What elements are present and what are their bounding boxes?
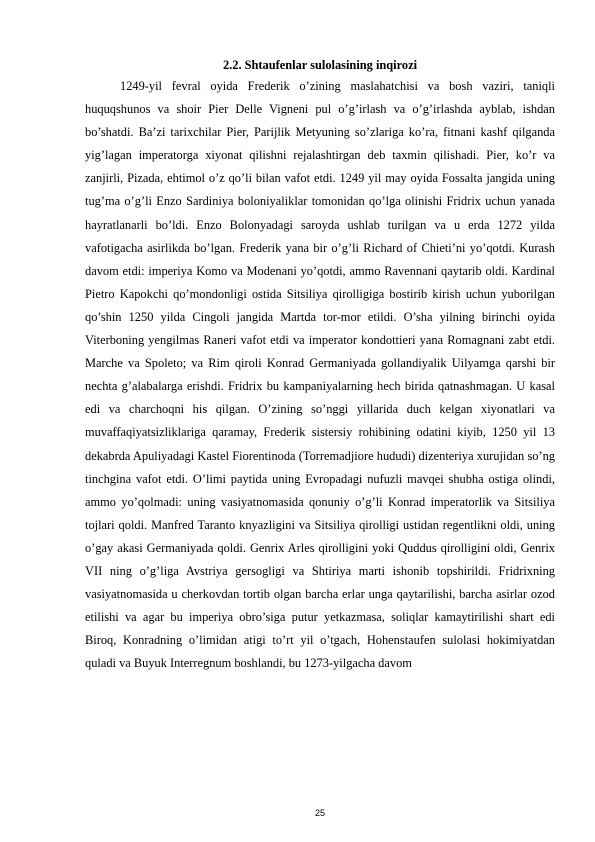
body-paragraph: 1249-yil fevral oyida Frederik o’zining maslahatchisi va bosh vaziri, taniqli huquqshunos va shoir Pier Delle Vigneni pul o’g’irlash va o’g’irlashda ayblab, ishdan bo’shatdi. Ba’zi tarixchilar Pier, Parijlik Metyuning so’zlariga ko’ra, fitnani kashf qilganda yig’lagan imperatorga xiyonat qilishni rejalashtirgan deb taxmin qilishadi. Pier, ko’r va zanjirli, Pizada, ehtimol o’z qo’li bilan vafot etdi. 1249 yil may oyida Fossalta jangida uning tug’ma o’g’li Enzo Sardiniya boloniyaliklar tomonidan qo’lga olinishi Fridrix uchun yanada hayratlanarli bo’ldi. Enzo Bolonyadagi saroyda ushlab turilgan va u erda 1272 yilda vafotigacha asirlikda bo’lgan. Frederik yana bir o’g’li Richard of Chieti’ni yo’qotdi. Kurash davom etdi: imperiya Komo va Modenani yo’qotdi, ammo Ravennani qaytarib oldi. Kardinal Pietro Kapokchi qo’mondonligi ostida Sitsiliya qirolligiga bostirib kirish uchun yuborilgan qo’shin 1250 yilda Cingoli jangida Martda tor-mor etildi. O’sha yilning birinchi oyida Viterboning yengilmas Raneri vafot etdi va imperator kondottieri yana Romagnani zabt etdi. Marche va Spoleto; va Rim qiroli Konrad Germaniyada gollandiyalik Uilyamga qarshi bir nechta g’alabalarga erishdi. Fridrix bu kampaniyalarning hech birida qatnashmagan. U kasal edi va charchoqni his qilgan. O’zining so’nggi yillarida duch kelgan xiyonatlari va muvaffaqiyatsizliklariga qaramay, Frederik sistersiy rohibining odatini kiyib, 1250 yil 13 dekabrda Apuliyadagi Kastel Fiorentinoda (Torremadjiore hududi) dizenteriya xurujidan so’ng tinchgina vafot etdi. O’limi paytida uning Evropadagi nufuzli mavqei shubha ostiga olindi, ammo yo’qolmadi: uning vasiyatnomasida qonuniy o’g’li Konrad imperatorlik va Sitsiliya tojlari qoldi. Manfred Taranto knyazligini va Sitsiliya qirolligi ustidan regentlikni oldi, uning o’gay akasi Germaniyada qoldi. Genrix Arles qirolligini yoki Quddus qirolligini oldi, Genrix VII ning o’g’liga Avstriya gersogligi va Shtiriya marti ishonib topshirildi. Fridrixning vasiyatnomasida u cherkovdan tortib olgan barcha erlar unga qaytarilishi, barcha asirlar ozod etilishi va agar bu imperiya obro’siga putur yetkazmasa, soliqlar kamaytirilishi shart edi Biroq, Konradning o’limidan atigi to’rt yil o’tgach, Hohenstaufen sulolasi hokimiyatdan quladi va Buyuk Interregnum boshlandi, bu 1273-yilgacha davom: [85, 79, 555, 671]
page-number: 25: [314, 808, 325, 818]
section-heading: 2.2. Shtaufenlar sulolasining inqirozi: [222, 58, 418, 72]
